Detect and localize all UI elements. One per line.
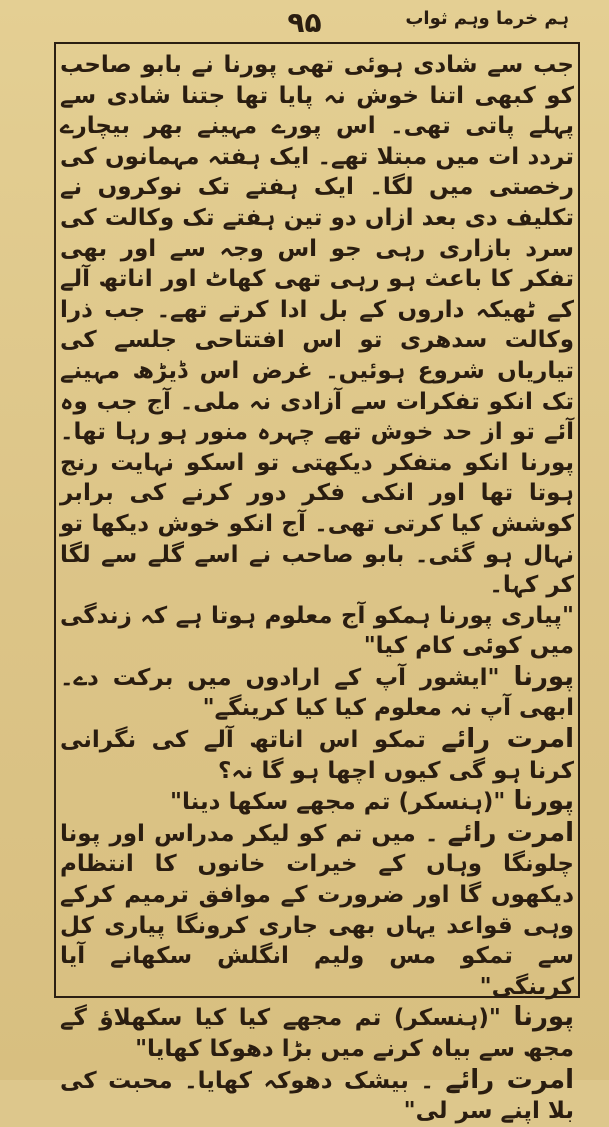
speaker-name: امرت رائے xyxy=(445,1064,574,1095)
narration-paragraph: جب سے شادی ہوئی تھی پورنا نے بابو صاحب کو کبھی اتنا خوش نہ پایا تھا جتنا شادی سے پہلے پاتی تھی۔ اس پورے مہینے بھر بیچارے تردد ات میں مبتلا تھے۔ ایک ہفتہ مہمانوں کی رخصتی میں لگا۔ ایک ہفتے تک نوکروں نے تکلیف دی بعد ازاں دو تین ہفتے تک وکالت کی سرد بازاری رہی جو اس وجہ سے اور بھی تفکر کا باعث ہو رہی تھی کھاٹ اور اناتھ آلے کے ٹھیکہ داروں کے بل ادا کرتے تھے۔ جب ذرا وکالت سدھری تو اس افتتاحی جلسے کی تیاریاں شروع ہوئیں۔ غرض اس ڈیڑھ مہینے تک انکو تفکرات سے آزادی نہ ملی۔ آج جب وہ آئے تو از حد خوش تھے چہرہ منور ہو رہا تھا۔ پورنا انکو متفکر دیکھتی تو اسکو نہایت رنج ہوتا تھا اور انکی فکر دور کرنے کی برابر کوشش کیا کرتی تھی۔ آج انکو خوش دیکھا تو نہال ہو گئی۔ بابو صاحب نے اسے گلے سے لگا کر کہا۔ xyxy=(60,52,574,599)
dialogue-text: تمکو اس اناتھ آلے کی نگرانی کرنا ہو گی کیوں اچھا ہو گا نہ؟ xyxy=(60,727,574,784)
speaker-name: پورنا xyxy=(513,786,574,817)
speaker-name: پورنا xyxy=(513,1002,574,1033)
dialogue-text: "پیاری پورنا ہمکو آج معلوم ہوتا ہے کہ زندگی میں کوئی کام کیا" xyxy=(60,602,574,660)
dialogue-line xyxy=(60,662,574,724)
dialogue-line xyxy=(60,724,574,786)
body-text xyxy=(60,50,574,1125)
dialogue-line xyxy=(60,1002,574,1064)
dialogue-text: "(ہنسکر) تم مجھے سکھا دینا" xyxy=(170,789,506,816)
dialogue-text: "ایشور آپ کے ارادوں میں برکت دے۔ ابھی آپ نہ معلوم کیا کیا کرینگے" xyxy=(60,664,574,722)
speaker-name: پورنا xyxy=(513,661,574,692)
running-head: ہم خرما وہم ثواب xyxy=(405,8,569,29)
page-number: ۹۵ xyxy=(287,6,322,39)
speaker-name: امرت رائے xyxy=(441,724,574,755)
dialogue-line xyxy=(60,601,574,662)
dialogue-line xyxy=(60,786,574,818)
dialogue-text: ۔ میں تم کو لیکر مدراس اور پونا چلونگا وہاں کے خیرات خانوں کا انتظام دیکھوں گا اور ضرورت کے موافق ترمیم کرکے وہی قواعد یہاں بھی جاری کرونگا پیاری کل سے تمکو مس ولیم انگلش سکھانے آیا کرینگی" xyxy=(60,820,574,1000)
speaker-name: امرت رائے xyxy=(447,817,574,848)
dialogue-text: ۔ بیشک دھوکہ کھایا۔ محبت کی بلا اپنے سر لی" xyxy=(60,1067,574,1125)
dialogue-text: "(ہنسکر) تم مجھے کیا کیا سکھلاؤ گے مجھ سے بیاہ کرنے میں بڑا دھوکا کھایا" xyxy=(60,1005,574,1062)
dialogue-line xyxy=(60,818,574,1003)
dialogue-line xyxy=(60,1065,574,1127)
